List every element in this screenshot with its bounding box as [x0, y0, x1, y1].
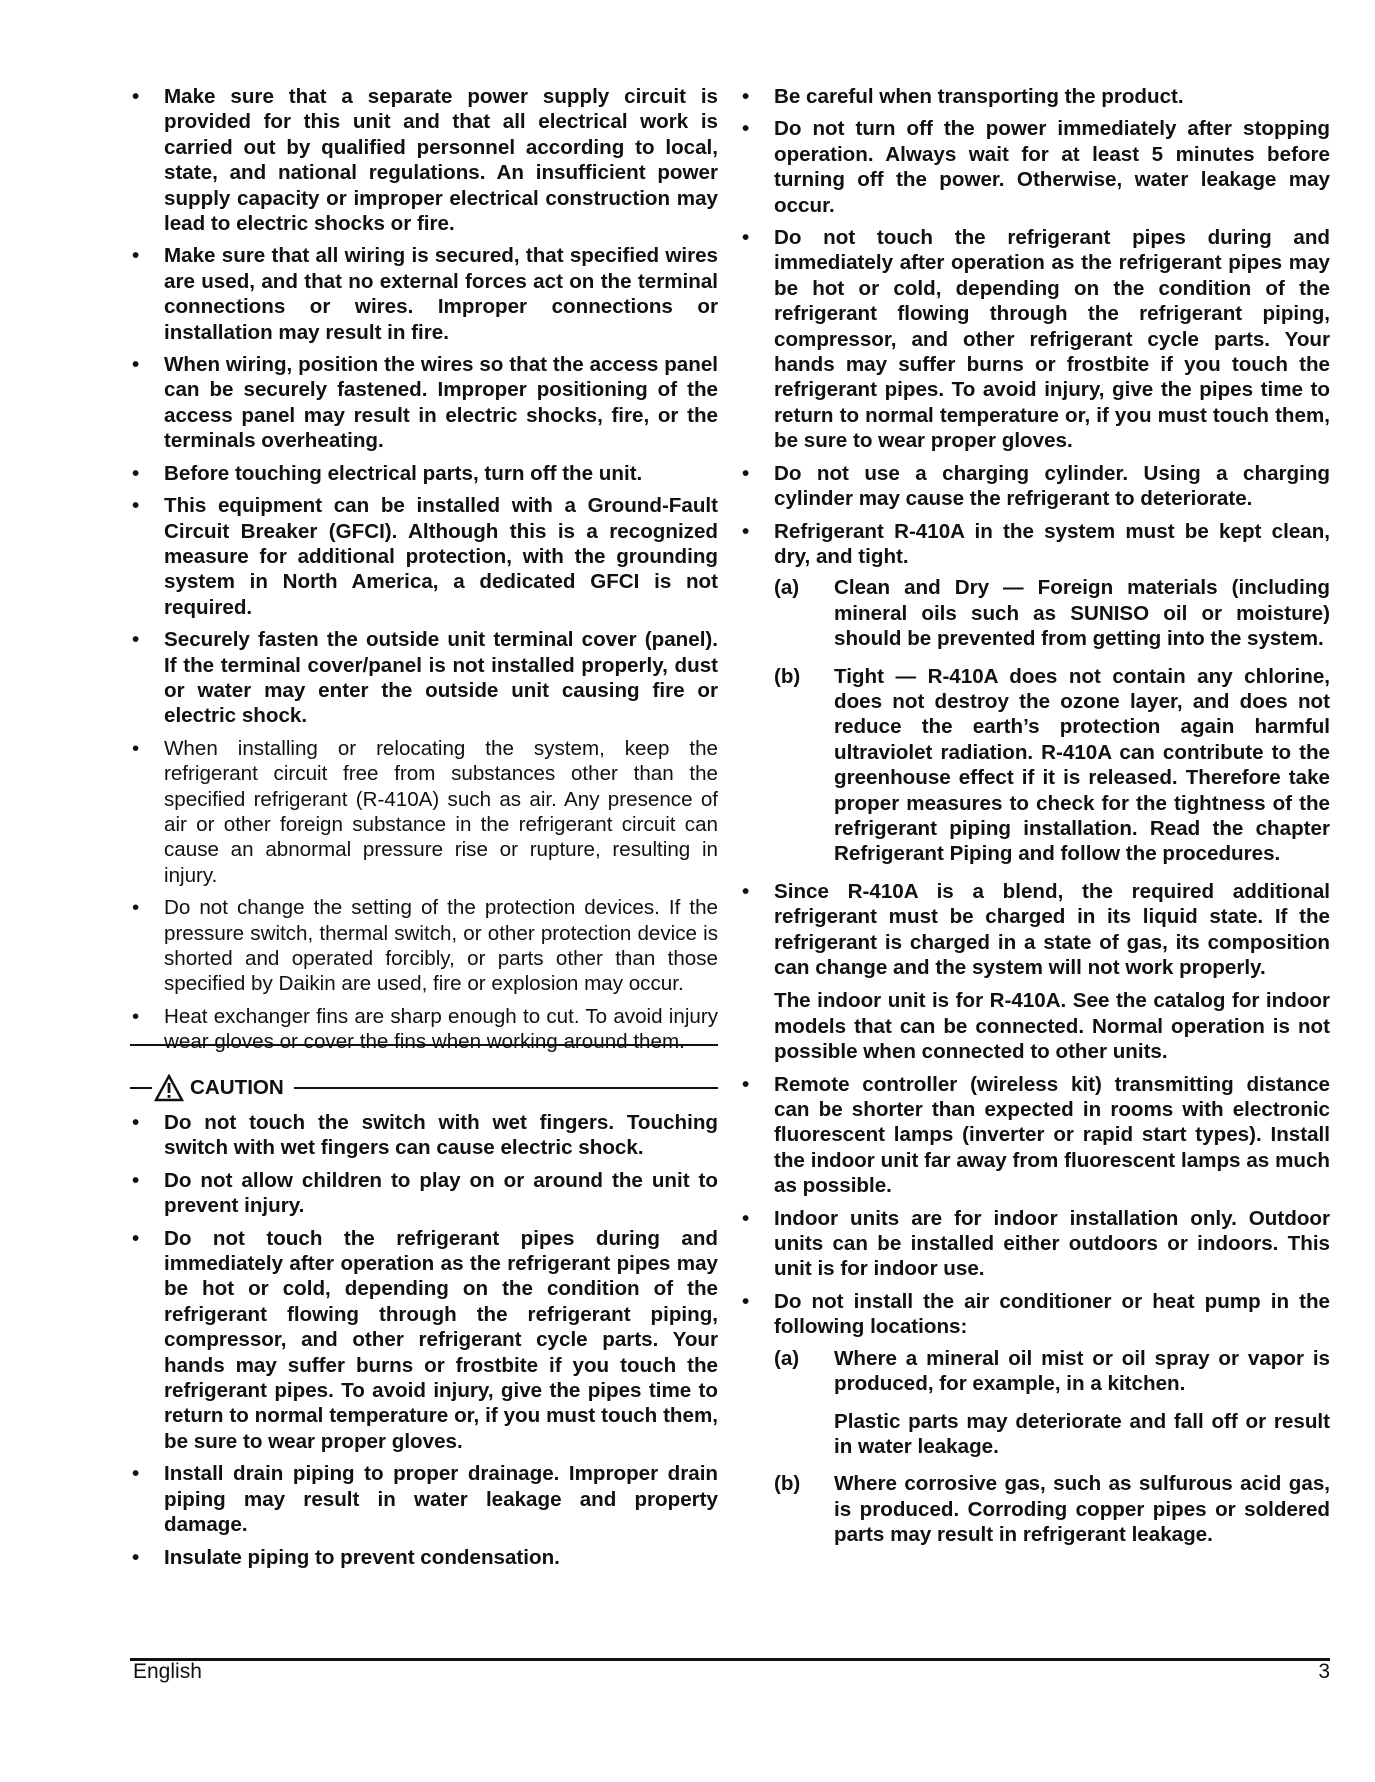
- r410a-sublist: [774, 575, 1330, 866]
- footer-language: English: [133, 1660, 202, 1683]
- warning-list: [130, 84, 718, 1055]
- list-item: • Do not touch the switch with wet fingers. Touching switch with wet fingers can cause electric shock.: [132, 1111, 718, 1160]
- list-item: • Do not touch the refrigerant pipes during and immediately after operation as the refrigerant pipes may be hot or cold, depending on the condition of the refrigerant flowing through the refrigerant piping, compressor, and other refrigerant cycle parts. Your hands may suffer burns or frostbite if you touch the refrigerant pipes. To avoid injury, give the pipes time to return to normal temperature or, if you must touch them, be sure to wear proper gloves.: [132, 1226, 718, 1453]
- precaution-list: [740, 84, 1330, 1548]
- list-item: • Do not change the setting of the protection devices. If the pressure switch, thermal switch, or other protection device is shorted and operated forcibly, or parts other than those specified by Daikin are used, fire or explosion may occur.: [132, 896, 718, 996]
- heading-rule-left: [130, 1087, 152, 1089]
- list-item: • Make sure that all wiring is secured, that specified wires are used, and that no external forces act on the terminal connections or wires. Improper connections or installation may result in fire.: [132, 244, 718, 344]
- sub-item: (a) Clean and Dry — Foreign materials (including mineral oils such as SUNISO oil or moisture) should be prevented from getting into the system.: [774, 576, 1330, 651]
- list-item: • When installing or relocating the system, keep the refrigerant circuit free from substances other than the specified refrigerant (R-410A) such as air. Any presence of air or other foreign substance in the refrigerant circuit can cause an abnormal pressure rise or rupture, resulting in injury.: [132, 736, 718, 887]
- list-item: • Do not turn off the power immediately after stopping operation. Always wait for at least 5 minutes before turning off the power. Otherwise, water leakage may occur.: [742, 117, 1330, 217]
- list-item: • Heat exchanger fins are sharp enough to cut. To avoid injury wear gloves or cover the fins when working around them.: [132, 1004, 718, 1054]
- list-item: • This equipment can be installed with a Ground-Fault Circuit Breaker (GFCI). Although this is a recognized measure for additional protection, with the grounding system in North America, a dedicated GFCI is not required.: [132, 494, 718, 619]
- heading-rule-right: [294, 1087, 718, 1089]
- page-number: 3: [1318, 1660, 1330, 1683]
- list-item: • Refrigerant R-410A in the system must be kept clean, dry, and tight. (a) Clean and Dry — Foreign materials (including mineral oils such as SUNISO oil or moisture) should be prevented from getting into the system. (b) Tight — R-410A does not contain any chlorine, does not destroy the ozone layer, and does not reduce the earth’s protection again harmful ultraviolet radiation. R-410A can contribute to the greenhouse effect if it is released. Therefore take proper measures to check for the tightness of the refrigerant piping installation. Read the chapter Refrigerant Piping and follow the procedures.: [742, 519, 1330, 866]
- list-item: • Securely fasten the outside unit terminal cover (panel). If the terminal cover/panel is not installed properly, dust or water may enter the outside unit causing fire or electric shock.: [132, 628, 718, 728]
- list-item: • Before touching electrical parts, turn off the unit.: [132, 461, 643, 485]
- locations-sublist: [774, 1346, 1330, 1548]
- sub-item: (b) Tight — R-410A does not contain any chlorine, does not destroy the ozone layer, and does not reduce the earth’s protection again harmful ultraviolet radiation. R-410A can contribute to the greenhouse effect if it is released. Therefore take proper measures to check for the tightness of the refrigerant piping installation. Read the chapter Refrigerant Piping and follow the procedures.: [774, 664, 1330, 866]
- list-item: • Remote controller (wireless kit) transmitting distance can be shorter than expected in rooms with electronic fluorescent lamps (inverter or rapid start types). Install the indoor unit far away from fluorescent lamps as much as possible.: [742, 1072, 1330, 1198]
- caution-title: CAUTION: [190, 1076, 284, 1099]
- list-item: • Do not use a charging cylinder. Using a charging cylinder may cause the refrigerant to deteriorate.: [742, 461, 1330, 511]
- caution-heading: [130, 1073, 718, 1103]
- list-item: • Do not allow children to play on or around the unit to prevent injury.: [132, 1168, 718, 1218]
- list-item: • When wiring, position the wires so that the access panel can be securely fastened. Improper positioning of the access panel may result in electric shocks, fire, or the terminals overheating.: [132, 353, 718, 453]
- caution-section: [130, 1110, 718, 1577]
- bullet-note: The indoor unit is for R-410A. See the catalog for indoor models that can be connected. Normal operation is not possible when connected to other units.: [774, 989, 1330, 1064]
- sub-item: (a) Where a mineral oil mist or oil spray or vapor is produced, for example, in a kitchen. Plastic parts may deteriorate and fall off or result in water leakage.: [774, 1346, 1330, 1458]
- footer-rule: [130, 1658, 1330, 1661]
- right-column: [740, 84, 1330, 1560]
- list-item: • Since R-410A is a blend, the required additional refrigerant must be charged in its liquid state. If the refrigerant is charged in a state of gas, its composition can change and the system will not work properly. The indoor unit is for R-410A. See the catalog for indoor models that can be connected. Normal operation is not possible when connected to other units.: [742, 879, 1330, 1064]
- sub-item: (b) Where corrosive gas, such as sulfurous acid gas, is produced. Corroding copper pipes or soldered parts may result in refrigerant leakage.: [774, 1472, 1330, 1547]
- list-item: • Do not install the air conditioner or heat pump in the following locations: (a) Where a mineral oil mist or oil spray or vapor is produced, for example, in a kitchen. Plastic parts may deteriorate and fall off or result in water leakage. (b) Where corrosive gas, such as sulfurous acid gas, is produced. Corroding copper pipes or soldered parts may result in refrigerant leakage.: [742, 1289, 1330, 1547]
- sub-item-note: Plastic parts may deteriorate and fall off or result in water leakage.: [834, 1409, 1330, 1458]
- list-item: • Insulate piping to prevent condensation.: [132, 1545, 560, 1569]
- list-item: • Make sure that a separate power supply circuit is provided for this unit and that all electrical work is carried out by qualified personnel according to local, state, and national regulations. An insufficient power supply capacity or improper electrical construction may lead to electric shocks or fire.: [132, 85, 718, 236]
- left-column: [130, 84, 718, 1062]
- list-item: • Install drain piping to proper drainage. Improper drain piping may result in water leakage and property damage.: [132, 1462, 718, 1537]
- section-divider: [130, 1044, 718, 1046]
- list-item: • Be careful when transporting the product.: [742, 85, 1184, 108]
- list-item: • Do not touch the refrigerant pipes during and immediately after operation as the refrigerant pipes may be hot or cold, depending on the condition of the refrigerant flowing through the refrigerant piping, compressor, and other refrigerant cycle parts. Your hands may suffer burns or frostbite if you touch the refrigerant pipes. To avoid injury, give the pipes time to return to normal temperature or, if you must touch them, be sure to wear proper gloves.: [742, 226, 1330, 453]
- list-item: • Indoor units are for indoor installation only. Outdoor units can be installed either outdoors or indoors. This unit is for indoor use.: [742, 1206, 1330, 1281]
- caution-list: [130, 1110, 718, 1570]
- warning-triangle-icon: [154, 1074, 184, 1102]
